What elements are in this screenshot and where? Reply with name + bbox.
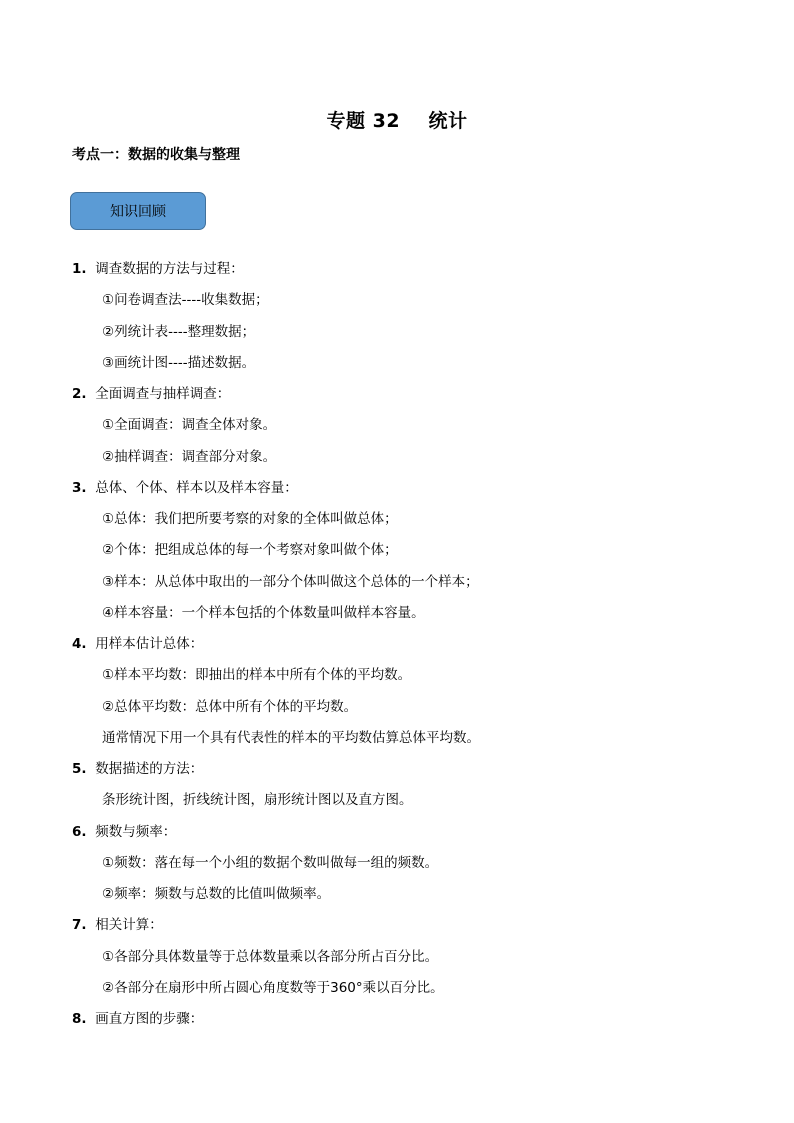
list-item-7 — [72, 910, 732, 941]
sub-item: ②频率：频数与总数的比值叫做频率。 — [102, 886, 331, 902]
sub-item: ①频数：落在每一个小组的数据个数叫做每一组的频数。 — [102, 854, 439, 871]
knowledge-list — [72, 254, 732, 1035]
knowledge-review-label: 知识回顾 — [110, 204, 166, 220]
sub-item: ③画统计图----描述数据。 — [102, 354, 256, 371]
sub-item: ④样本容量：一个样本包括的个体数量叫做样本容量。 — [102, 604, 425, 621]
list-item-5 — [72, 754, 732, 785]
list-item-4 — [72, 629, 732, 660]
sub-item: ①总体：我们把所要考察的对象的全体叫做总体； — [102, 511, 398, 527]
sub-item: ①各部分具体数量等于总体数量乘以各部分所占百分比。 — [102, 948, 439, 965]
item-heading: 总体、个体、样本以及样本容量： — [95, 479, 298, 496]
knowledge-review-box — [70, 192, 206, 230]
item-number: 8. — [72, 1011, 87, 1027]
list-item-8 — [72, 1004, 732, 1035]
list-item-3 — [72, 473, 732, 504]
item-heading: 频数与频率： — [95, 823, 177, 840]
sub-item: ②个体：把组成总体的每一个考察对象叫做个体； — [102, 542, 398, 559]
item-number: 1. — [72, 261, 87, 277]
sub-item: ②列统计表----整理数据； — [102, 323, 256, 340]
section-heading: 考点一：数据的收集与整理 — [72, 147, 240, 163]
sub-item: ②总体平均数：总体中所有个体的平均数。 — [102, 698, 358, 715]
item-heading: 用样本估计总体： — [95, 636, 204, 652]
item-heading: 调查数据的方法与过程： — [95, 261, 244, 277]
page-title: 专题 32 统计 — [326, 110, 468, 132]
sub-item: 通常情况下用一个具有代表性的样本的平均数估算总体平均数。 — [102, 729, 480, 746]
item-number: 2. — [72, 386, 87, 402]
item-number: 3. — [72, 479, 87, 496]
sub-item: ①全面调查：调查全体对象。 — [102, 417, 277, 434]
item-heading: 画直方图的步骤： — [95, 1011, 204, 1027]
list-item-6 — [72, 817, 732, 848]
list-item-2 — [72, 379, 732, 410]
item-number: 4. — [72, 636, 87, 652]
item-heading: 全面调查与抽样调查： — [95, 386, 231, 402]
item-number: 6. — [72, 823, 87, 840]
item-number: 7. — [72, 917, 87, 934]
sub-item: ③样本：从总体中取出的一部分个体叫做这个总体的一个样本； — [102, 573, 479, 590]
sub-item: ①问卷调查法----收集数据； — [102, 292, 269, 309]
item-heading: 相关计算： — [95, 917, 163, 934]
item-heading: 数据描述的方法： — [95, 761, 204, 777]
sub-item: ②各部分在扇形中所占圆心角度数等于360°乘以百分比。 — [102, 979, 444, 996]
item-number: 5. — [72, 761, 87, 777]
sub-item: ①样本平均数：即抽出的样本中所有个体的平均数。 — [102, 667, 412, 684]
sub-item: 条形统计图，折线统计图，扇形统计图以及直方图。 — [102, 792, 413, 809]
list-item-1 — [72, 254, 732, 285]
sub-item: ②抽样调查：调查部分对象。 — [102, 448, 277, 465]
